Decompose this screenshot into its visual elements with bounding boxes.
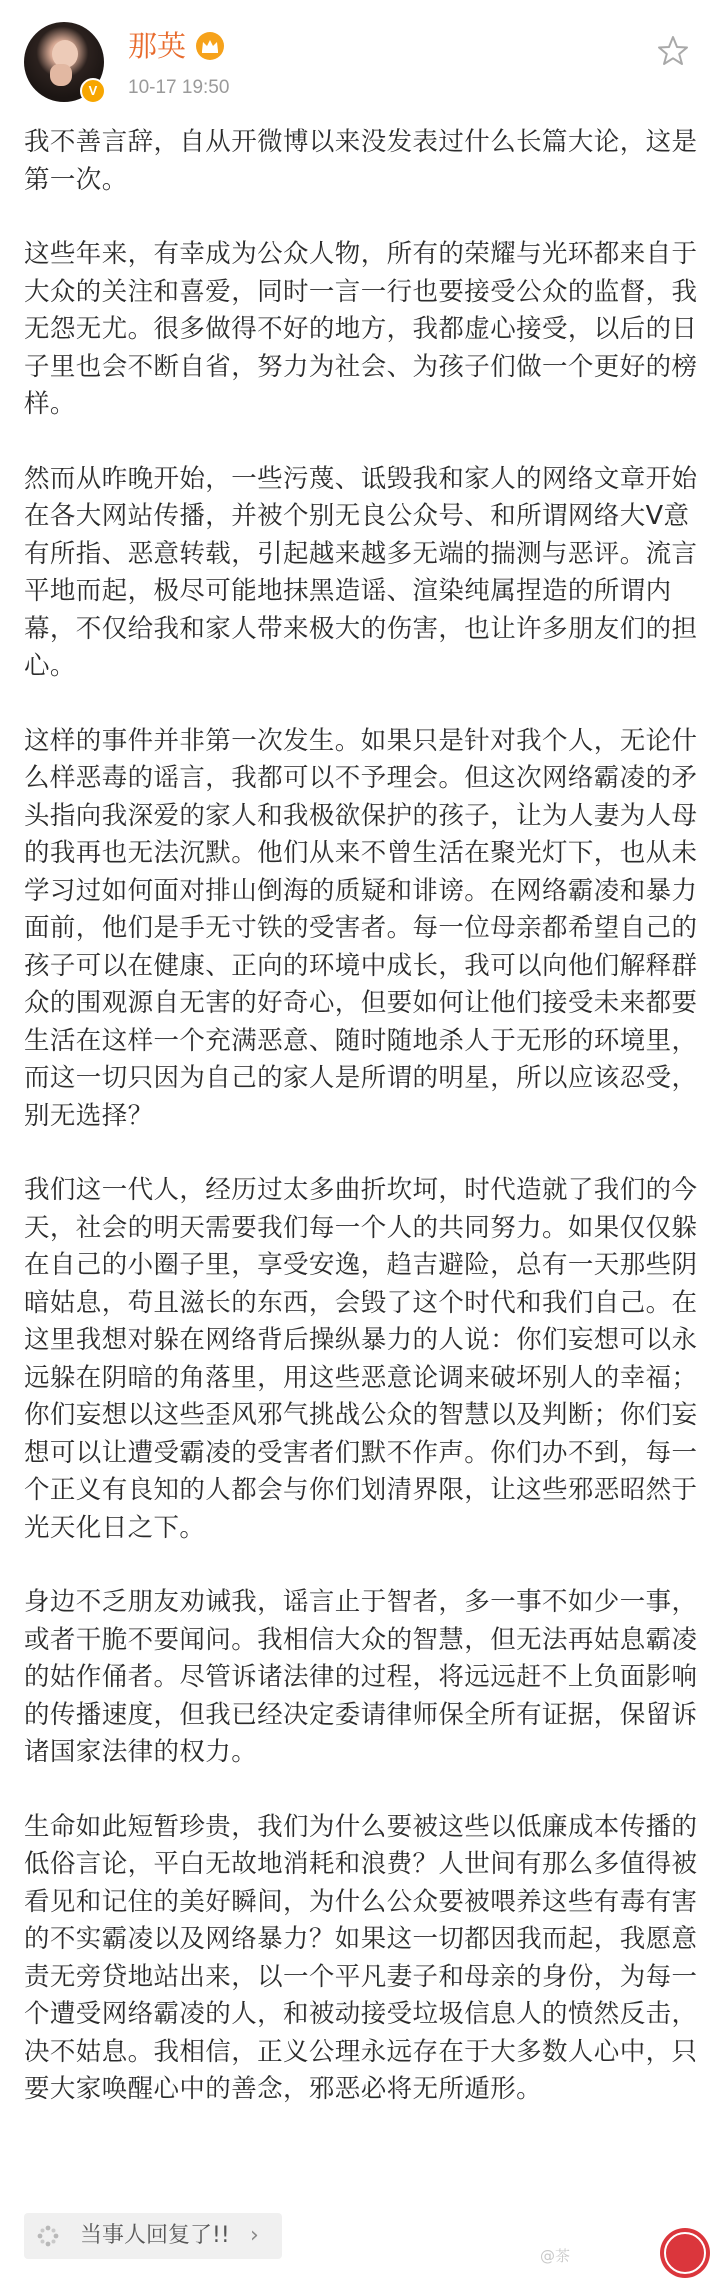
post-paragraph: 这些年来，有幸成为公众人物，所有的荣耀与光环都来自于大众的关注和喜爱，同时一言一行也要接受公众的监督，我无怨无尤。很多做得不好的地方，我都虚心接受，以后的日子里也会不断自省，努力为社会、为孩子们做一个更好的榜样。 xyxy=(24,239,698,419)
post-paragraph: 我不善言辞，自从开微博以来没发表过什么长篇大论，这是第一次。 xyxy=(24,127,698,195)
seal-ring xyxy=(664,2232,706,2274)
post-paragraph: 身边不乏朋友劝诫我，谣言止于智者，多一事不如少一事，或者干脆不要闻问。我相信大众的智慧，但无法再姑息霸凌的姑作俑者。尽管诉诸法律的过程，将远远赶不上负面影响的传播速度，但我已经决定委请律师保全所有证据，保留诉诸国家法律的权力。 xyxy=(24,1587,698,1767)
post-timestamp: 10-17 19:50 xyxy=(128,77,230,98)
sparkle-icon xyxy=(36,2224,60,2248)
star-outline-icon[interactable] xyxy=(656,34,690,68)
reply-pill-label: 当事人回复了!! xyxy=(80,2223,230,2248)
seal-logo-icon xyxy=(660,2228,710,2278)
post-paragraph: 生命如此短暂珍贵，我们为什么要被这些以低廉成本传播的低俗言论，平白无故地消耗和浪费？人世间有那么多值得被看见和记住的美好瞬间，为什么公众要被喂养这些有毒有害的不实霸凌以及网络暴力？如果这一切都因我而起，我愿意责无旁贷地站出来，以一个平凡妻子和母亲的身份，为每一个遭受网络霸凌的人，和被动接受垃圾信息人的愤然反击，决不姑息。我相信，正义公理永远存在于大多数人心中，只要大家唤醒心中的善念，邪恶必将无所遁形。 xyxy=(24,1811,698,2104)
crown-icon[interactable] xyxy=(196,32,224,60)
post-paragraph: 我们这一代人，经历过太多曲折坎坷，时代造就了我们的今天，社会的明天需要我们每一个人的共同努力。如果仅仅躲在自己的小圈子里，享受安逸，趋吉避险，总有一天那些阴暗姑息，苟且滋长的东西，会毁了这个时代和我们自己。在这里我想对躲在网络背后操纵暴力的人说：你们妄想可以永远躲在阴暗的角落里，用这些恶意论调来破坏别人的幸福；你们妄想以这些歪风邪气挑战公众的智慧以及判断；你们妄想可以让遭受霸凌的受害者们默不作声。你们办不到，每一个正义有良知的人都会与你们划清界限，让这些邪恶昭然于光天化日之下。 xyxy=(24,1175,698,1543)
post-body xyxy=(24,124,700,2146)
v-badge-icon: V xyxy=(80,78,106,104)
reply-pill[interactable] xyxy=(24,2213,282,2259)
chevron-right-icon: › xyxy=(250,2223,259,2248)
username[interactable]: 那英 xyxy=(128,29,187,63)
watermark-text: @茶 xyxy=(540,2247,571,2265)
post-header xyxy=(0,0,720,120)
post-paragraph: 然而从昨晚开始，一些污蔑、诋毁我和家人的网络文章开始在各大网站传播，并被个别无良公众号、和所谓网络大V意有所指、恶意转载，引起越来越多无端的揣测与恶评。流言平地而起，极尽可能地抹黑造谣、渲染纯属捏造的所谓内幕，不仅给我和家人带来极大的伤害，也让许多朋友们的担心。 xyxy=(24,463,698,681)
post-paragraph: 这样的事件并非第一次发生。如果只是针对我个人，无论什么样恶毒的谣言，我都可以不予理会。但这次网络霸凌的矛头指向我深爱的家人和我极欲保护的孩子，让为人妻为人母的我再也无法沉默。他们从来不曾生活在聚光灯下，也从未学习过如何面对排山倒海的质疑和诽谤。在网络霸凌和暴力面前，他们是手无寸铁的受害者。每一位母亲都希望自己的孩子可以在健康、正向的环境中成长，我可以向他们解释群众的围观源自无害的好奇心，但要如何让他们接受未来都要生活在这样一个充满恶意、随时随地杀人于无形的环境里，而这一切只因为自己的家人是所谓的明星，所以应该忍受，别无选择？ xyxy=(24,725,698,1131)
avatar-hand xyxy=(50,64,72,86)
